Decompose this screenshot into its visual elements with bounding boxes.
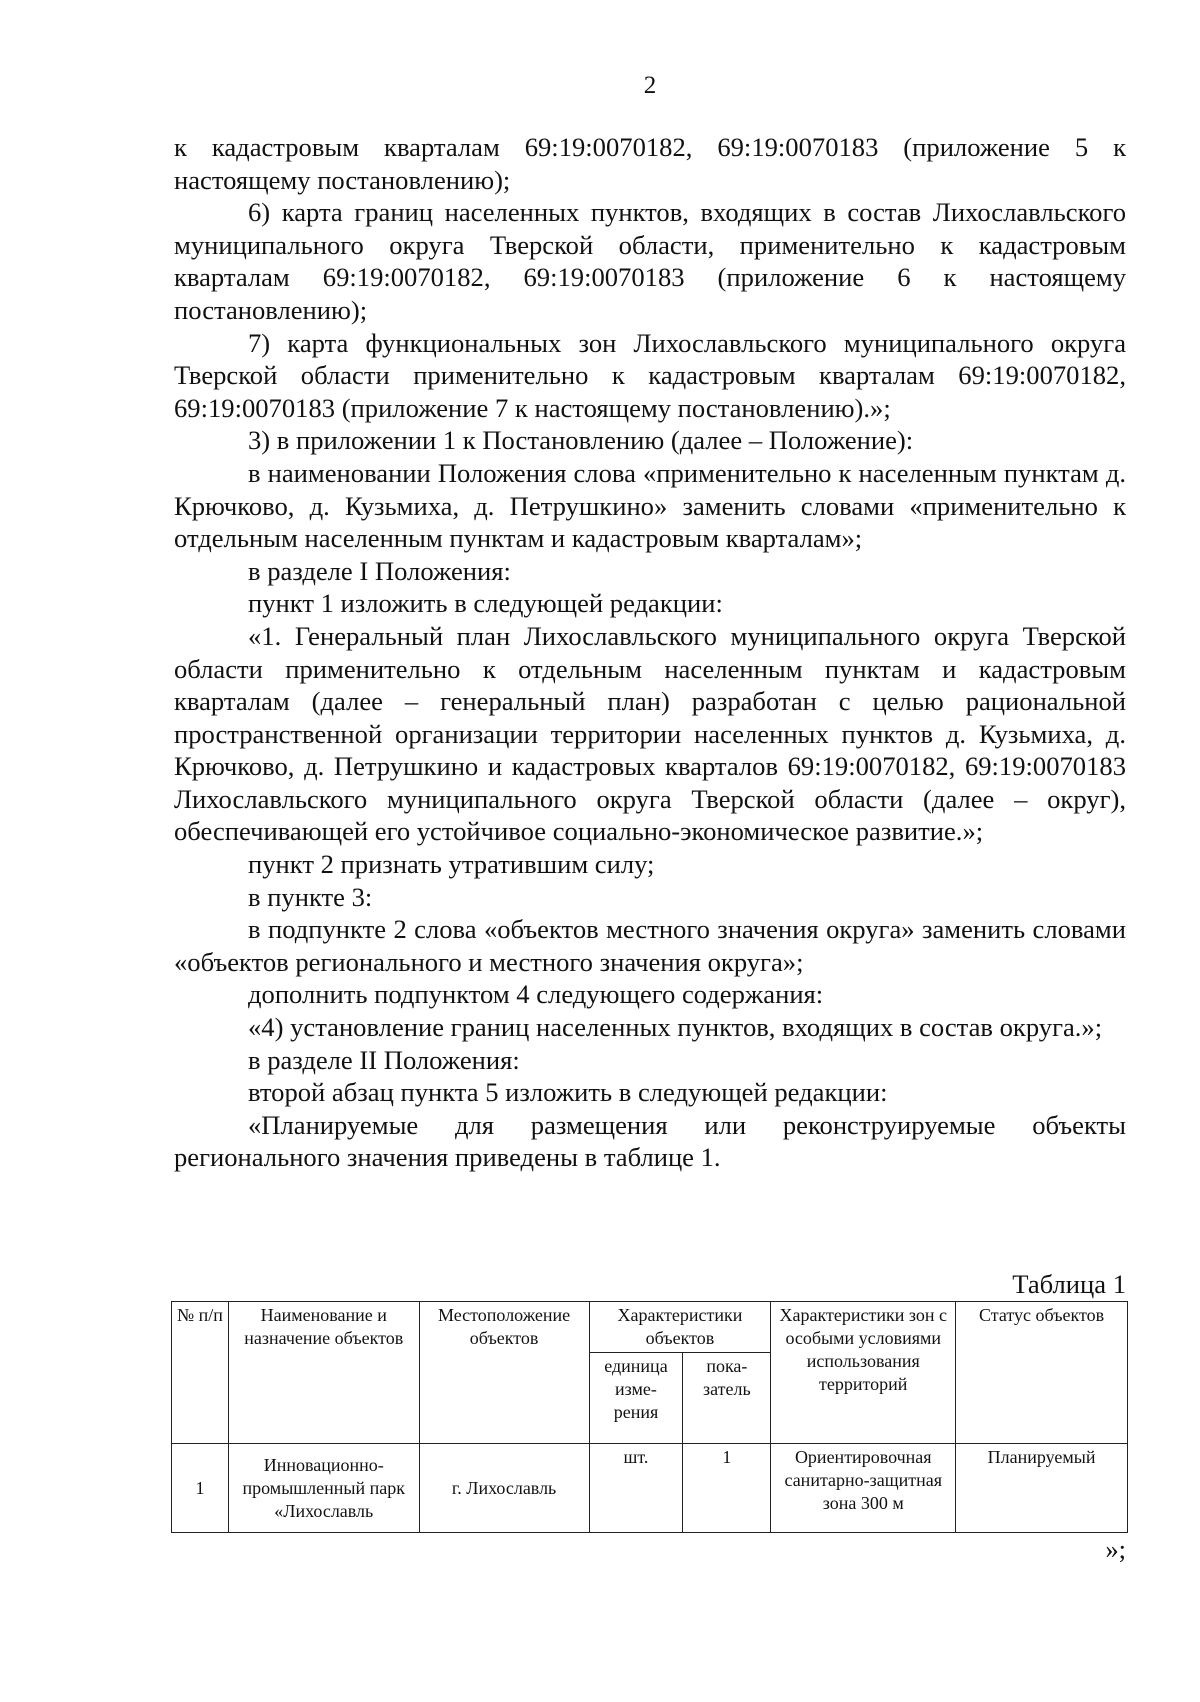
paragraph: в пункте 3: [248,881,373,912]
header-indicator: пока-затель [683,1353,771,1444]
cell-location: г. Лихославль [419,1444,589,1533]
cell-status: Планируемый [956,1444,1128,1533]
header-location: Местоположение объектов [419,1302,589,1444]
paragraph: 6) карта границ населенных пунктов, входящих в состав Лихославльского муниципального округа Тверской области, применительно к кадастровым кварталам 69:19:0070182, 69:19:0070183 (приложение 6 к настоящему постановлению); [174,197,1126,325]
paragraph: «4) установление границ населенных пунктов, входящих в состав округа.»; [248,1012,1103,1043]
paragraph: «Планируемые для размещения или реконструируемые объекты регионального значения приведены в таблице 1. [174,1109,1126,1173]
objects-table [171,1301,1128,1533]
paragraph: в разделе II Положения: [248,1044,520,1075]
body-text [174,131,1126,1174]
header-name: Наименование и назначение объектов [228,1302,419,1444]
page-number: 2 [643,72,657,99]
paragraph: «1. Генеральный план Лихославльского муниципального округа Тверской области применительно к отдельным населенным пунктам и кадастровым кварталам (далее – генеральный план) разработан с целью рациональной пространственной организации территории населенных пунктов д. Кузьмиха, д. Крючково, д. Петрушкино и кадастровых кварталов 69:19:0070182, 69:19:0070183 Лихославльского муниципального округа Тверской области (далее – округ), обеспечивающей его устойчивое социально-экономическое развитие.»; [174,620,1126,847]
cell-name: Инновационно-промышленный парк «Лихославль [228,1444,419,1533]
paragraph: дополнить подпунктом 4 следующего содержания: [248,979,824,1010]
header-status: Статус объектов [956,1302,1128,1444]
header-characteristics: Характеристики объектов [589,1302,771,1353]
paragraph: второй абзац пункта 5 изложить в следующей редакции: [248,1077,888,1108]
table-row [172,1444,1128,1533]
paragraph: 3) в приложении 1 к Постановлению (далее – Положение): [248,425,914,456]
closing-quote: »; [1105,1534,1126,1564]
header-num: № п/п [172,1302,229,1444]
cell-indicator: 1 [683,1444,771,1533]
paragraph: к кадастровым кварталам 69:19:0070182, 69:19:0070183 (приложение 5 к настоящему постановлению); [174,132,1126,195]
paragraph: в подпункте 2 слова «объектов местного значения округа» заменить словами «объектов регионального и местного значения округа»; [174,914,1126,977]
paragraph: пункт 1 изложить в следующей редакции: [248,588,723,619]
table-header-row [172,1302,1128,1353]
cell-unit: шт. [589,1444,683,1533]
table-caption: Таблица 1 [1012,1269,1126,1299]
paragraph: 7) карта функциональных зон Лихославльского муниципального округа Тверской области применительно к кадастровым кварталам 69:19:0070182, 69:19:0070183 (приложение 7 к настоящему постановлению).»; [174,327,1126,423]
cell-zones: Ориентировочная санитарно-защитная зона 300 м [771,1444,956,1533]
paragraph: в разделе I Положения: [248,555,511,586]
paragraph: пункт 2 признать утратившим силу; [248,849,655,880]
cell-num: 1 [172,1444,229,1533]
paragraph: в наименовании Положения слова «применительно к населенным пунктам д. Крючково, д. Кузьмиха, д. Петрушкино» заменить словами «применительно к отдельным населенным пунктам и кадастровым кварталам»; [174,457,1126,554]
header-zones: Характеристики зон с особыми условиями использования территорий [771,1302,956,1444]
header-unit: единица изме-рения [589,1353,683,1444]
